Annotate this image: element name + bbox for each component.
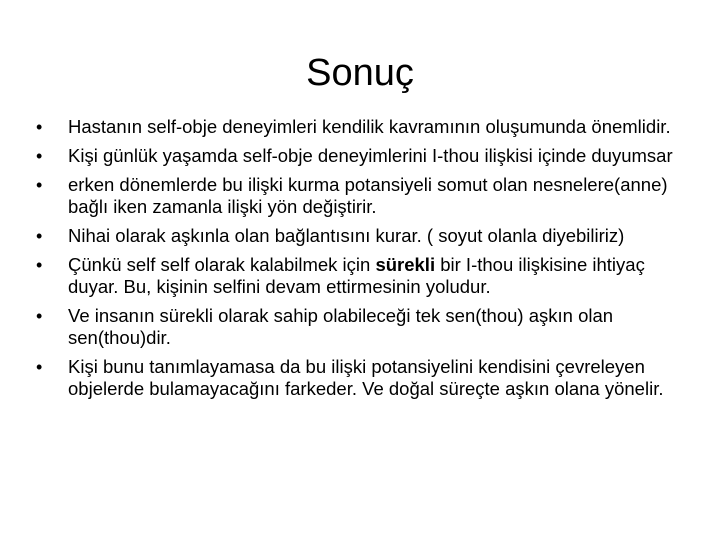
bullet-item [36,356,686,400]
bullet-item [36,116,686,138]
bullet-item [36,225,686,247]
bullet-item [36,305,686,349]
bullet-item [36,174,686,218]
bullet-item [36,254,686,298]
bullet-item [36,145,686,167]
bullet-icon: • [36,357,43,377]
bullet-text: erken dönemlerde bu ilişki kurma potansiyeli somut olan nesnelere(anne) bağlı iken zamanla ilişki yön değiştirir. [68,174,668,217]
bullet-text: Ve insanın sürekli olarak sahip olabileceği tek sen(thou) aşkın olan sen(thou)dir. [68,305,614,348]
bullet-icon: • [36,146,43,166]
bullet-icon: • [36,255,43,275]
bullet-list [36,116,686,407]
bullet-text: Hastanın self-obje deneyimleri kendilik kavramının oluşumunda önemlidir. [68,116,671,137]
slide-title: Sonuç [306,52,414,94]
bullet-text: Kişi günlük yaşamda self-obje deneyimlerini I-thou ilişkisi içinde duyumsar [68,145,673,166]
bullet-text-part: bir I-thou ilişkisine ihtiyaç duyar. Bu, kişinin selfini devam ettirmesinin yoludur. [68,254,645,297]
bullet-icon: • [36,117,43,137]
bullet-icon: • [36,306,43,326]
bullet-icon: • [36,226,43,246]
bullet-text-part: Çünkü self self olarak kalabilmek için [68,254,376,275]
bullet-text-bold: sürekli [375,254,436,275]
bullet-text: Nihai olarak aşkınla olan bağlantısını kurar. ( soyut olanla diyebiliriz) [68,225,625,246]
bullet-text: Kişi bunu tanımlayamasa da bu ilişki potansiyelini kendisini çevreleyen objelerde bulamayacağını farkeder. Ve doğal süreçte aşkın olana yönelir. [68,356,664,399]
bullet-icon: • [36,175,43,195]
